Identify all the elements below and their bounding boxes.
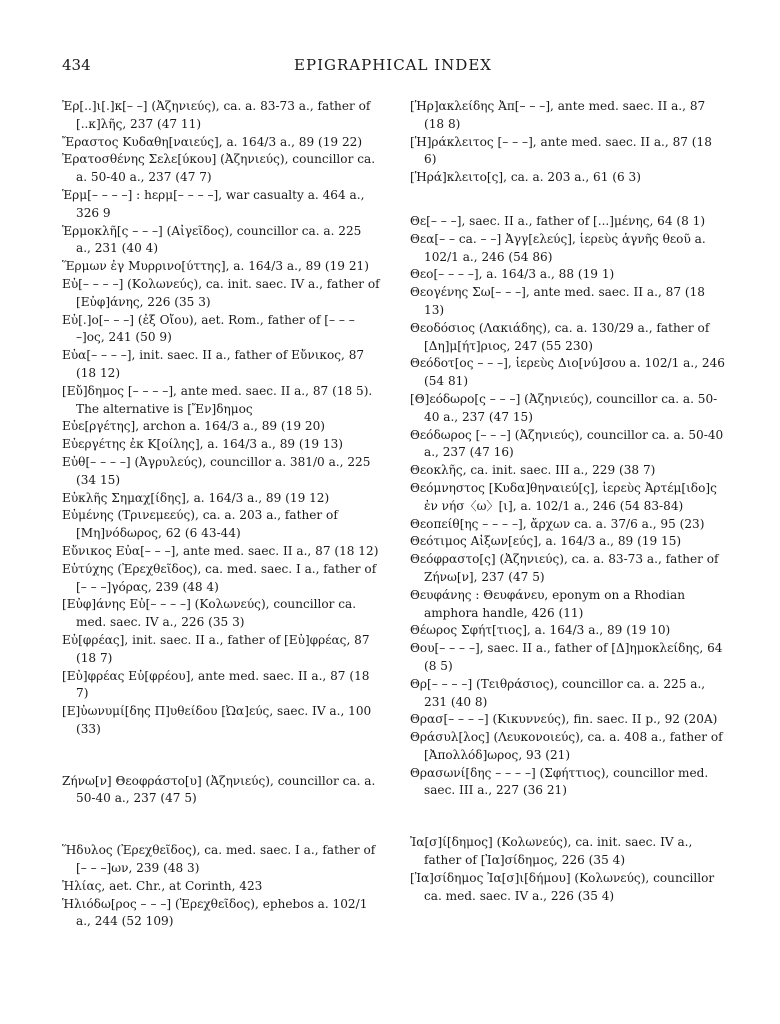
section-gap: [410, 800, 728, 834]
index-entry: Εὐα[– – – –], init. saec. II a., father of Εὔνικος, 87 (18 12): [62, 348, 365, 380]
index-entry: Θρασωνί[δης – – – –] (Σφήττιος), councillor med. saec. III a., 227 (36 21): [410, 765, 709, 798]
index-entry: Εὐ[– – – –] (Κολωνεύς), ca. init. saec. IV a., father of [Εὐφ]άνης, 226 (35 3): [62, 276, 380, 309]
page-header: [62, 56, 724, 78]
index-column-left: [62, 98, 380, 931]
index-entry: [Εὔ]δημος [– – – –], ante med. saec. II a., 87 (18 5). The alternative is [Ἔν]δημος: [62, 383, 373, 416]
index-entry: Θεο[– – – –], a. 164/3 a., 88 (19 1): [410, 267, 615, 282]
index-entry: [Ἡρ]ακλείδης Ἀπ[– – –], ante med. saec. II a., 87 (18 8): [410, 99, 706, 131]
index-entry: Θευφάνης : Θευφάνευ, eponym on a Rhodian amphora handle, 426 (11): [410, 587, 685, 620]
index-entry: Ἥδυλος (Ἐρεχθεῖδος), ca. med. saec. I a., father of [– – –]ων, 239 (48 3): [62, 843, 376, 876]
index-entry: Θεοπείθ[ης – – – –], ἄρχων ca. a. 37/6 a., 95 (23): [410, 516, 705, 531]
index-entry: Ἑρμ[– – – –] : hερμ[– – – –], war casualty a. 464 a., 326 9: [62, 187, 365, 220]
index-entry: Ζήνω[ν] Θεοφράστο[υ] (Ἀζηνιεύς), councillor ca. a. 50-40 a., 237 (47 5): [62, 773, 376, 806]
index-entry: Θεόδωρος [– – –] (Ἀζηνιεύς), councillor ca. a. 50-40 a., 237 (47 16): [410, 427, 724, 460]
index-entry: Θράσυλ[λος] (Λευκονοιεύς), ca. a. 408 a., father of [Ἀπολλόδ]ωρος, 93 (21): [410, 730, 723, 762]
index-entry: [Ἡ]ράκλειτος [– – –], ante med. saec. II a., 87 (18 6): [410, 134, 712, 167]
index-entry: Θεόδοτ[ος – – –], ἱερεὺς Διο[νύ]σου a. 102/1 a., 246 (54 81): [410, 356, 725, 389]
index-entry: Εὐ[.]ο[– – –] (ἐξ Οἴου), aet. Rom., father of [– – – –]ος, 241 (50 9): [62, 312, 355, 345]
index-entry: Ἔραστος Κυδαθη[ναιεύς], a. 164/3 a., 89 (19 22): [62, 134, 363, 149]
index-entry: Θου[– – – –], saec. II a., father of [Δ]ημοκλείδης, 64 (8 5): [410, 641, 723, 673]
index-entry: [Εὐφ]άνης Εὐ[– – – –] (Κολωνεύς), councillor ca. med. saec. IV a., 226 (35 3): [62, 597, 357, 630]
index-entry: Εὐε[ργέτης], archon a. 164/3 a., 89 (19 20): [62, 419, 325, 434]
index-entry: Ἐρατοσθένης Σελε[ύκου] (Ἀζηνιεύς), councillor ca. a. 50-40 a., 237 (47 7): [62, 152, 376, 185]
index-entry: Ἰα[σ]ί[δημος] (Κολωνεύς), ca. init. saec. IV a., father of [Ἰα]σίδημος, 226 (35 4): [410, 835, 693, 868]
index-entry: Θεότιμος Αἰξων[εύς], a. 164/3 a., 89 (19 15): [410, 534, 682, 549]
index-entry: Θεοδόσιος (Λακιάδης), ca. a. 130/29 a., father of [Δη]μ[ήτ]ριος, 247 (55 230): [410, 320, 710, 353]
index-entry: Θέωρος Σφήτ[τιος], a. 164/3 a., 89 (19 10): [410, 623, 671, 638]
index-entry: Ἕρμων ἐγ Μυρρινο[ύττης], a. 164/3 a., 89 (19 21): [62, 259, 369, 274]
section-gap: [410, 187, 728, 213]
index-entry: Ἐρ[..]ι[.]κ[– –] (Ἀζηνιεύς), ca. a. 83-73 a., father of [..κ]λῆς, 237 (47 11): [62, 99, 371, 131]
index-entry: Ἡλιόδω[ρος – – –] (Ἐρεχθεῖδος), ephebos a. 102/1 a., 244 (52 109): [62, 896, 368, 929]
index-entry: Εὐεργέτης ἐκ Κ[οίλης], a. 164/3 a., 89 (19 13): [62, 437, 343, 452]
index-entry: Εὐ[φρέας], init. saec. II a., father of [Εὐ]φρέας, 87 (18 7): [62, 632, 370, 665]
index-entry: Θε[– – –], saec. II a., father of [...]μένης, 64 (8 1): [410, 213, 706, 228]
index-entry: Θρασ[– – – –] (Κικυννεύς), fin. saec. II p., 92 (20A): [410, 712, 718, 727]
index-entry: [Ἰα]σίδημος Ἰα[σ]ι[δήμου] (Κολωνεύς), councillor ca. med. saec. IV a., 226 (35 4): [410, 870, 715, 903]
section-gap: [62, 808, 380, 842]
index-column-right: [410, 98, 728, 905]
page-number: 434: [62, 56, 91, 74]
index-entry: Θεα[– – ca. – –] Ἀγγ[ελεύς], ἱερεὺς ἁγνῆς θεοῦ a. 102/1 a., 246 (54 86): [410, 231, 706, 264]
index-entry: Θεογένης Σω[– – –], ante med. saec. II a., 87 (18 13): [410, 285, 705, 317]
index-entry: [Ε]ὐωνυμί[δης Π]υθείδου [Ὠα]εύς, saec. IV a., 100 (33): [62, 704, 372, 736]
index-entry: Εὐτύχης (Ἐρεχθεῖδος), ca. med. saec. I a., father of [– – –]γόρας, 239 (48 4): [62, 561, 377, 594]
index-entry: [Θ]εόδωρο[ς – – –] (Ἀζηνιεύς), councillor ca. a. 50-40 a., 237 (47 15): [410, 391, 718, 424]
index-entry: Εὔνικος Εὐα[– – –], ante med. saec. II a., 87 (18 12): [62, 543, 379, 558]
index-entry: [Εὐ]φρέας Εὐ[φρέου], ante med. saec. II a., 87 (18 7): [62, 668, 370, 701]
index-entry: Εὐκλῆς Σημαχ[ίδης], a. 164/3 a., 89 (19 12): [62, 490, 330, 505]
index-entry: Θεόμνηστος [Κυδα]θηναιεύ[ς], ἱερεὺς Ἀρτέμ[ιδο]ς ἐν νήσ〈ω〉[ι], a. 102/1 a., 246 (54 83-84): [410, 480, 717, 513]
section-gap: [62, 739, 380, 773]
running-title: EPIGRAPHICAL INDEX: [294, 56, 492, 74]
index-entry: Ἠλίας, aet. Chr., at Corinth, 423: [62, 878, 263, 893]
index-entry: Εὐμένης (Τρινεμεεύς), ca. a. 203 a., father of [Μη]νόδωρος, 62 (6 43-44): [62, 508, 338, 541]
index-entry: Θεόφραστο[ς] (Ἀζηνιεύς), ca. a. 83-73 a., father of Ζήνω[ν], 237 (47 5): [410, 552, 719, 584]
index-entry: Εὐθ[– – – –] (Ἀγρυλεύς), councillor a. 381/0 a., 225 (34 15): [62, 454, 371, 487]
index-entry: Ἑρμοκλῆ[ς – – –] (Αἰγεῖδος), councillor ca. a. 225 a., 231 (40 4): [62, 223, 362, 256]
index-entry: Θρ[– – – –] (Τειθράσιος), councillor ca. a. 225 a., 231 (40 8): [410, 676, 706, 709]
index-entry: Θεοκλῆς, ca. init. saec. III a., 229 (38 7): [410, 463, 656, 478]
index-entry: [Ἡρά]κλειτο[ς], ca. a. 203 a., 61 (6 3): [410, 170, 641, 185]
